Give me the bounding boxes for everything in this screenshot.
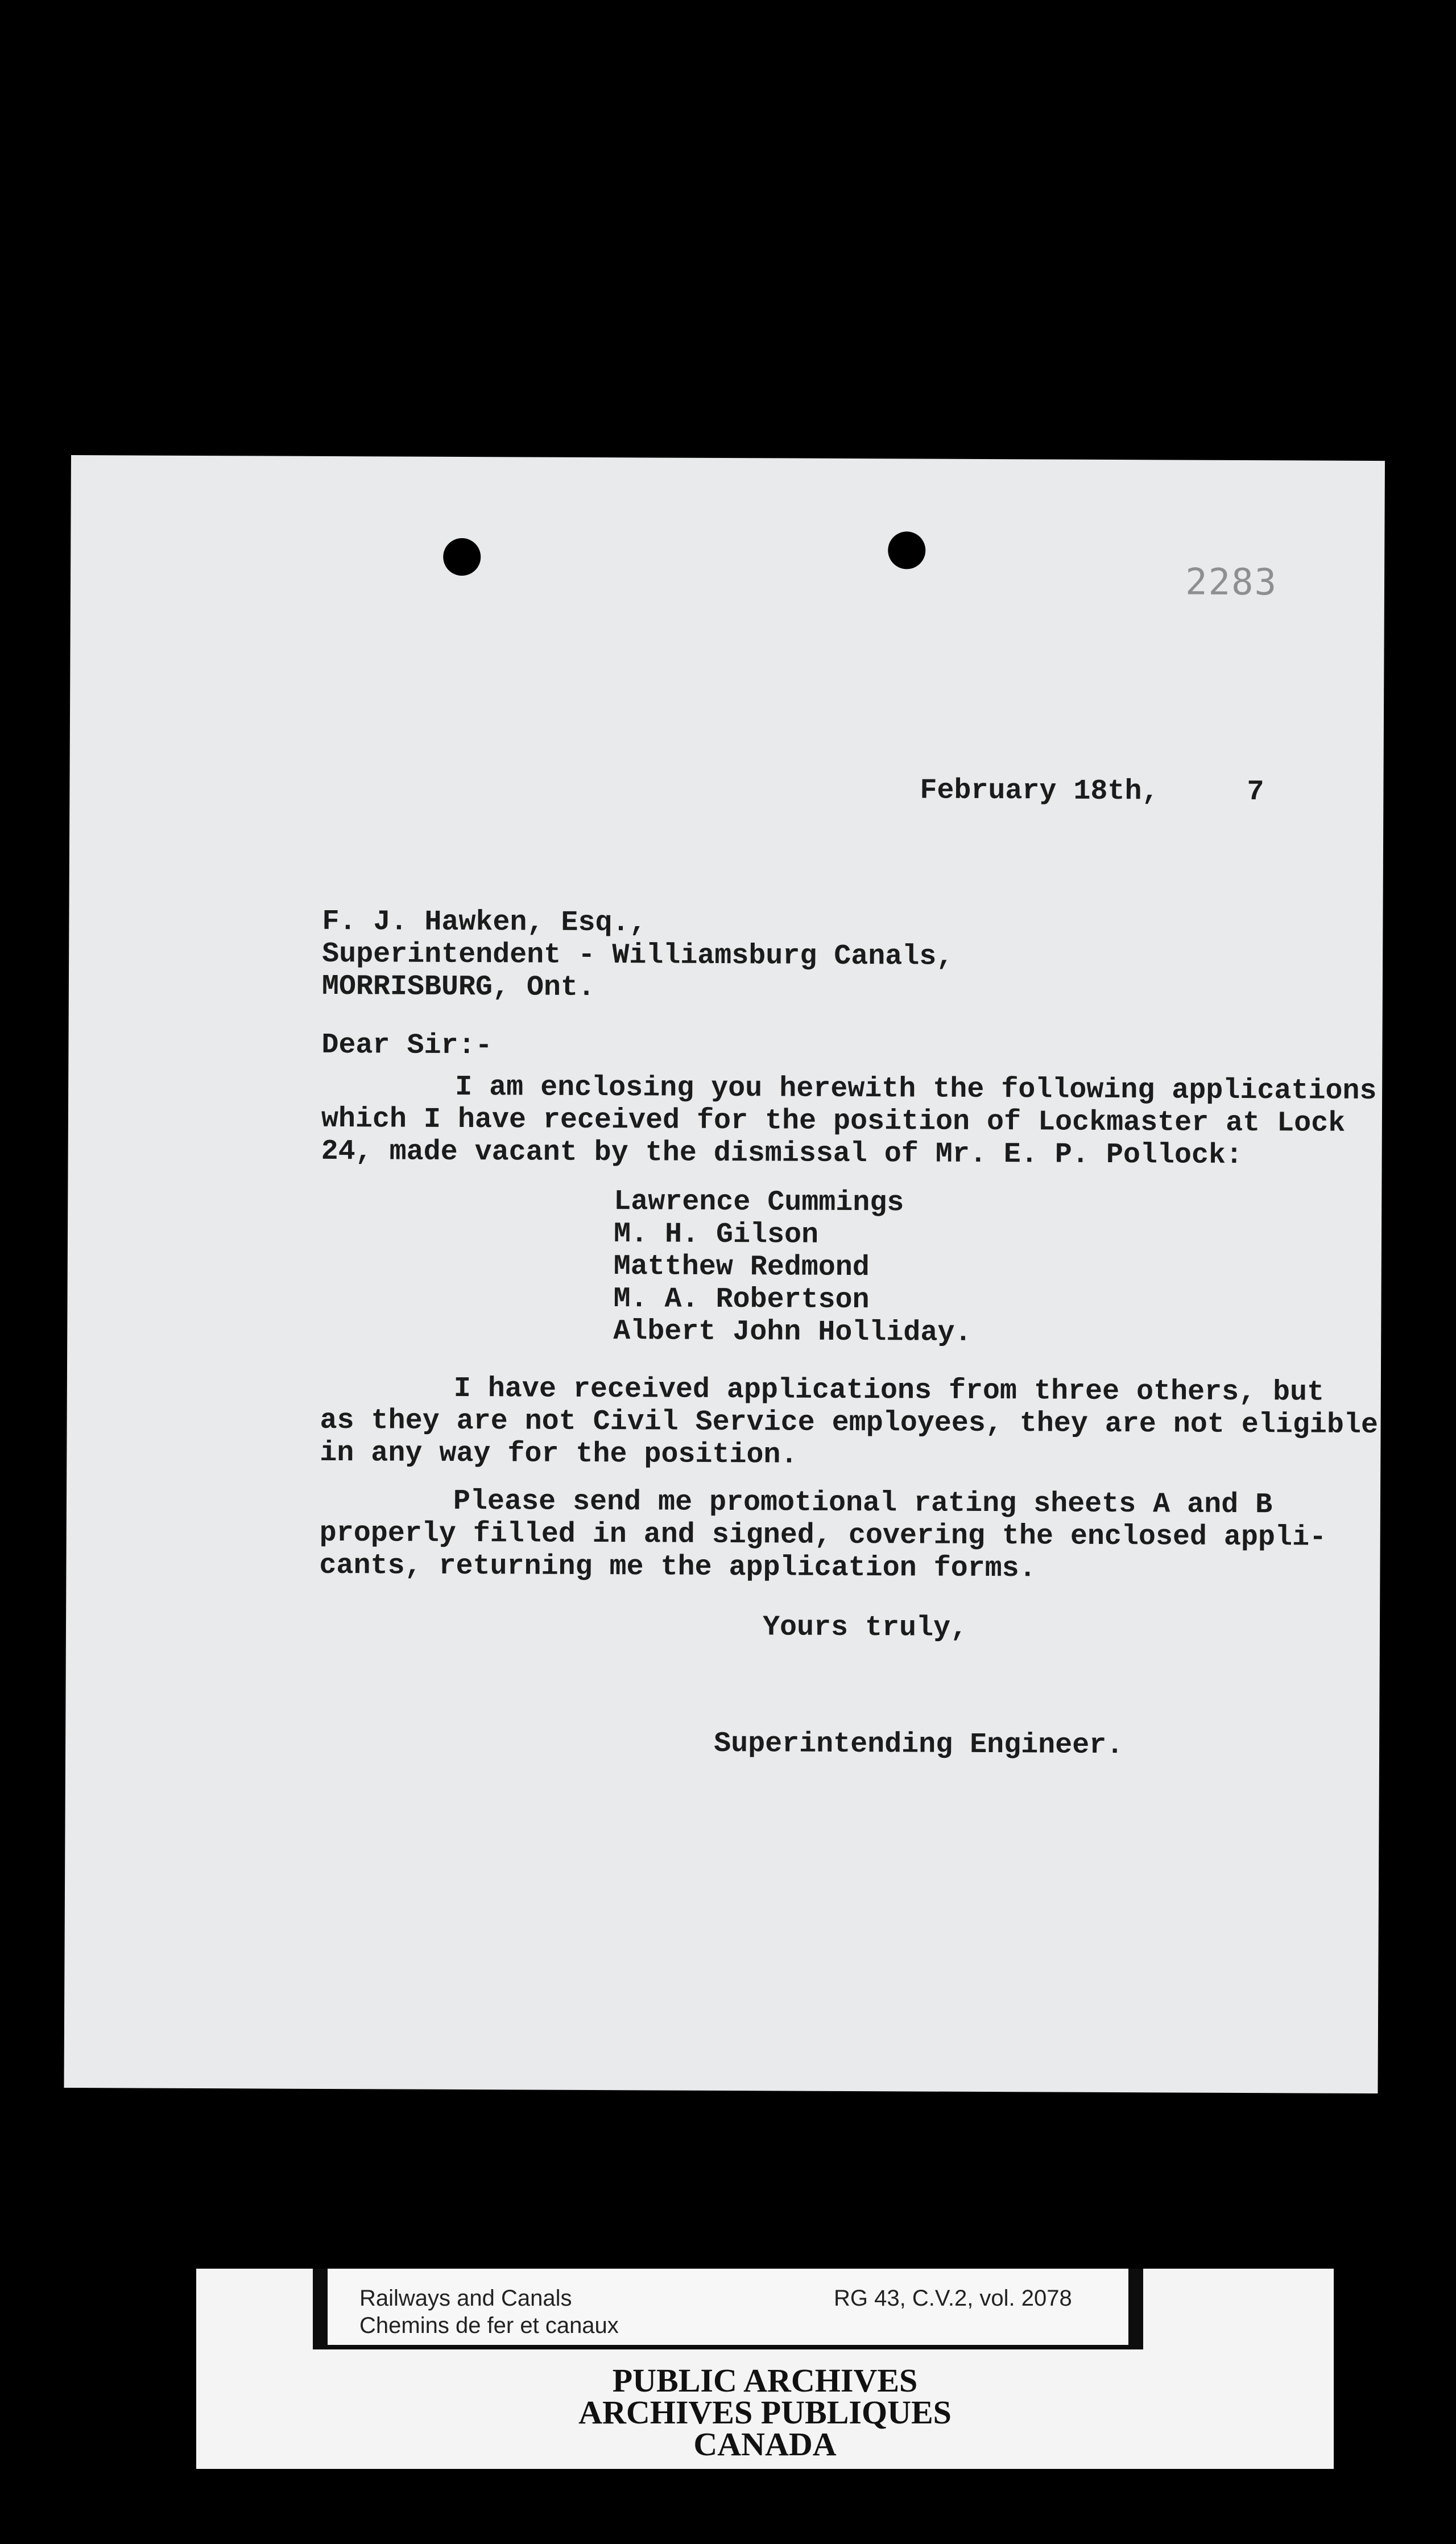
archive-reference-strip xyxy=(313,2269,1143,2349)
archive-reference: RG 43, C.V.2, vol. 2078 xyxy=(834,2286,1072,2311)
recipient-line: MORRISBURG, Ont. xyxy=(321,970,595,1005)
fonds-name-fr: Chemins de fer et canaux xyxy=(359,2313,619,2338)
letter-sheet xyxy=(64,455,1385,2093)
archives-heading-fr: ARCHIVES PUBLIQUES xyxy=(578,2394,952,2431)
folio-stamp-number: 2283 xyxy=(1185,561,1278,604)
applicant-name: Matthew Redmond xyxy=(613,1250,870,1285)
recipient-line: F. J. Hawken, Esq., xyxy=(322,905,647,940)
paragraph-line: Please send me promotional rating sheets A and B xyxy=(453,1485,1273,1522)
paragraph-line: as they are not Civil Service employees, they are not eligible xyxy=(320,1404,1379,1442)
applicant-name: M. A. Robertson xyxy=(613,1283,870,1317)
punch-hole-left xyxy=(443,538,481,576)
applicant-name: M. H. Gilson xyxy=(613,1218,819,1252)
archives-heading-country: CANADA xyxy=(693,2426,837,2463)
paragraph-line: in any way for the position. xyxy=(320,1436,798,1472)
archive-label xyxy=(196,2269,1334,2469)
letter-date-year: 7 xyxy=(1247,776,1264,809)
closing: Yours truly, xyxy=(762,1611,968,1645)
applicant-name: Lawrence Cummings xyxy=(614,1186,904,1220)
paragraph-line: which I have received for the position of Lockmaster at Lock xyxy=(321,1102,1346,1140)
archives-heading-en: PUBLIC ARCHIVES xyxy=(612,2362,918,2399)
paragraph-line: 24, made vacant by the dismissal of Mr. E. P. Pollock: xyxy=(321,1135,1243,1172)
letter-date: February 18th, xyxy=(920,774,1159,808)
signature-title: Superintending Engineer. xyxy=(714,1727,1124,1762)
salutation: Dear Sir:- xyxy=(321,1029,493,1063)
paragraph-line: I am enclosing you herewith the following applications xyxy=(455,1071,1377,1108)
paragraph-line: I have received applications from three others, but xyxy=(453,1372,1325,1409)
fonds-name-en: Railways and Canals xyxy=(359,2286,572,2311)
paragraph-line: properly filled in and signed, covering the enclosed appli- xyxy=(319,1517,1327,1554)
punch-hole-right xyxy=(888,531,925,569)
recipient-line: Superintendent - Williamsburg Canals, xyxy=(322,938,954,973)
paragraph-line: cants, returning me the application forms. xyxy=(319,1549,1036,1585)
applicant-name: Albert John Holliday. xyxy=(613,1315,972,1349)
